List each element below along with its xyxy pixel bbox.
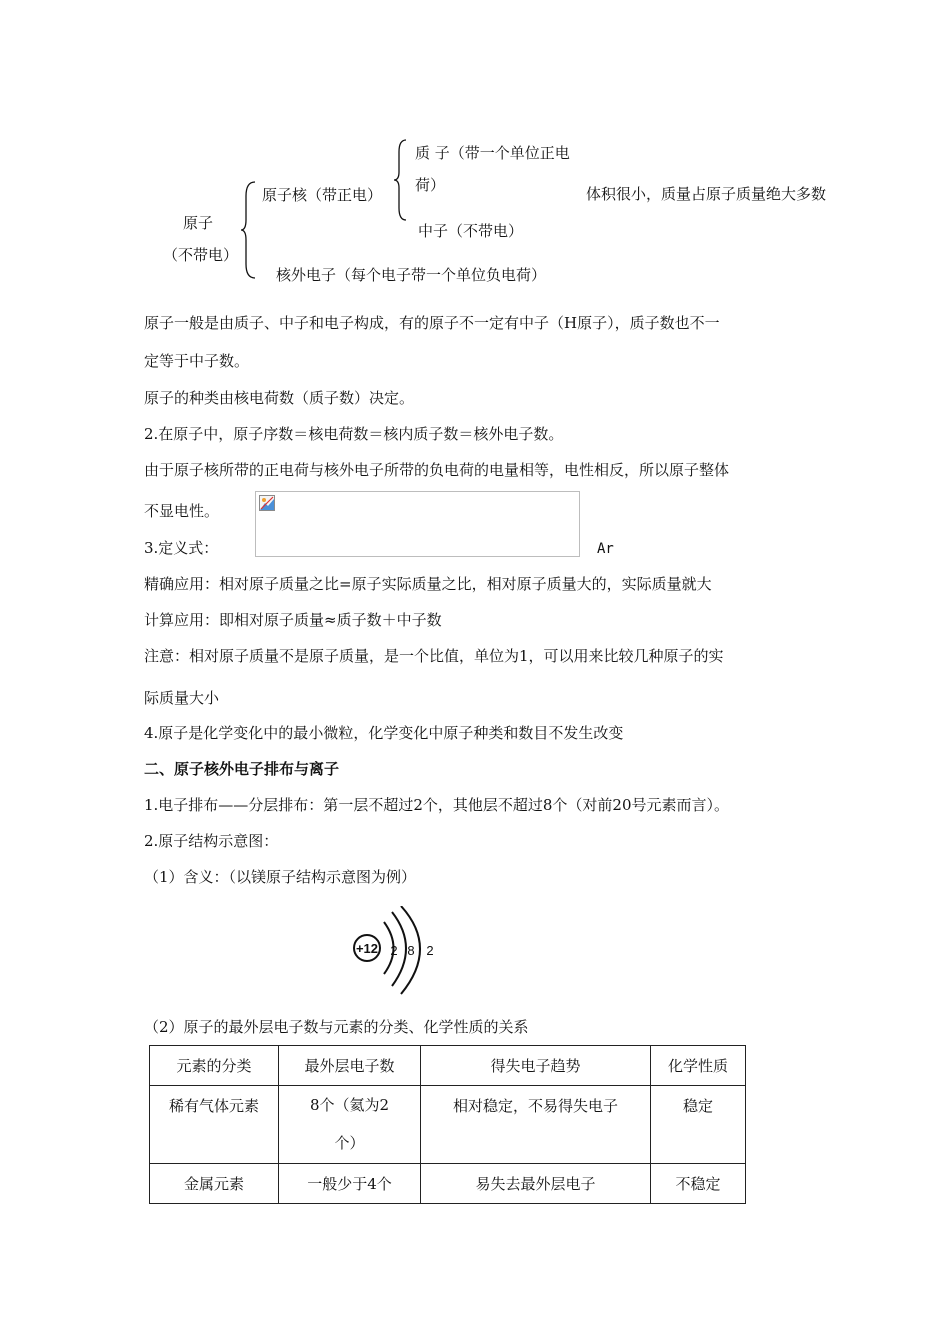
table-cell: 不稳定	[651, 1164, 746, 1204]
nucleus-note: 体积很小，质量占原子质量绝大多数	[586, 185, 827, 203]
table-header-cell: 元素的分类	[150, 1046, 279, 1086]
atom-label: 原子	[183, 214, 214, 232]
atom-brace	[241, 182, 261, 278]
paragraph-smallest-particle: 4.原子是化学变化中的最小微粒，化学变化中原子种类和数目不发生改变	[144, 724, 624, 742]
paragraph-electron-arrangement: 1.电子排布——分层排布：第一层不超过2个，其他层不超过8个（对前20号元素而言）。	[144, 796, 729, 814]
magnesium-structure-diagram	[345, 906, 455, 998]
neutron-label: 中子（不带电）	[418, 222, 524, 240]
proton-label-line2: 荷）	[415, 176, 446, 194]
section-heading: 二、原子核外电子排布与离子	[144, 760, 340, 778]
table-cell: 易失去最外层电子	[421, 1164, 651, 1204]
table-cell: 金属元素	[150, 1164, 279, 1204]
paragraph-structure-diagram: 2.原子结构示意图：	[144, 832, 279, 850]
nucleus-brace	[394, 140, 412, 220]
table-header-cell: 化学性质	[651, 1046, 746, 1086]
table-row	[150, 1086, 746, 1164]
shell-count-2: 8	[407, 943, 415, 958]
broken-image-icon	[259, 495, 275, 511]
paragraph-atom-composition-cont: 定等于中子数。	[144, 352, 250, 370]
paragraph-calculation: 计算应用：即相对原子质量≈质子数＋中子数	[144, 611, 442, 629]
paragraph-meaning: （1）含义：（以镁原子结构示意图为例）	[144, 868, 417, 886]
table-header-cell: 最外层电子数	[279, 1046, 421, 1086]
paragraph-atom-type: 原子的种类由核电荷数（质子数）决定。	[144, 389, 415, 407]
formula-image-placeholder	[255, 491, 580, 557]
table-row	[150, 1164, 746, 1204]
nucleus-charge: +12	[355, 941, 379, 956]
table-cell: 稀有气体元素	[150, 1086, 279, 1164]
atom-neutral-note: （不带电）	[163, 246, 239, 264]
nucleus-label: 原子核（带正电）	[262, 186, 383, 204]
table-cell: 相对稳定，不易得失电子	[421, 1086, 651, 1164]
shell-count-1: 2	[390, 943, 398, 958]
table-cell: 稳定	[651, 1086, 746, 1164]
table-header-cell: 得失电子趋势	[421, 1046, 651, 1086]
paragraph-precise-application: 精确应用：相对原子质量之比=原子实际质量之比，相对原子质量大的，实际质量就大	[144, 575, 712, 593]
table-cell: 一般少于4个	[279, 1164, 421, 1204]
definition-label: 3.定义式：	[144, 539, 219, 557]
paragraph-atom-composition: 原子一般是由质子、中子和电子构成，有的原子不一定有中子（H原子），质子数也不一	[144, 314, 720, 332]
table-cell: 8个（氦为2个）	[279, 1086, 421, 1164]
paragraph-neutrality-cont: 不显电性。	[144, 502, 220, 520]
electron-label: 核外电子（每个电子带一个单位负电荷）	[276, 266, 547, 284]
table-header-row	[150, 1046, 746, 1086]
shell-count-3: 2	[426, 943, 434, 958]
paragraph-table-intro: （2）原子的最外层电子数与元素的分类、化学性质的关系	[144, 1018, 529, 1036]
paragraph-equalities: 2.在原子中，原子序数＝核电荷数＝核内质子数＝核外电子数。	[144, 425, 564, 443]
proton-label-line1: 质 子（带一个单位正电	[415, 144, 570, 162]
paragraph-note-cont: 际质量大小	[144, 689, 220, 707]
element-classification-table	[149, 1045, 746, 1204]
ar-symbol: Ar	[597, 541, 614, 557]
paragraph-note: 注意：相对原子质量不是原子质量，是一个比值，单位为1，可以用来比较几种原子的实	[144, 647, 724, 665]
paragraph-neutrality: 由于原子核所带的正电荷与核外电子所带的负电荷的电量相等，电性相反，所以原子整体	[144, 461, 730, 479]
